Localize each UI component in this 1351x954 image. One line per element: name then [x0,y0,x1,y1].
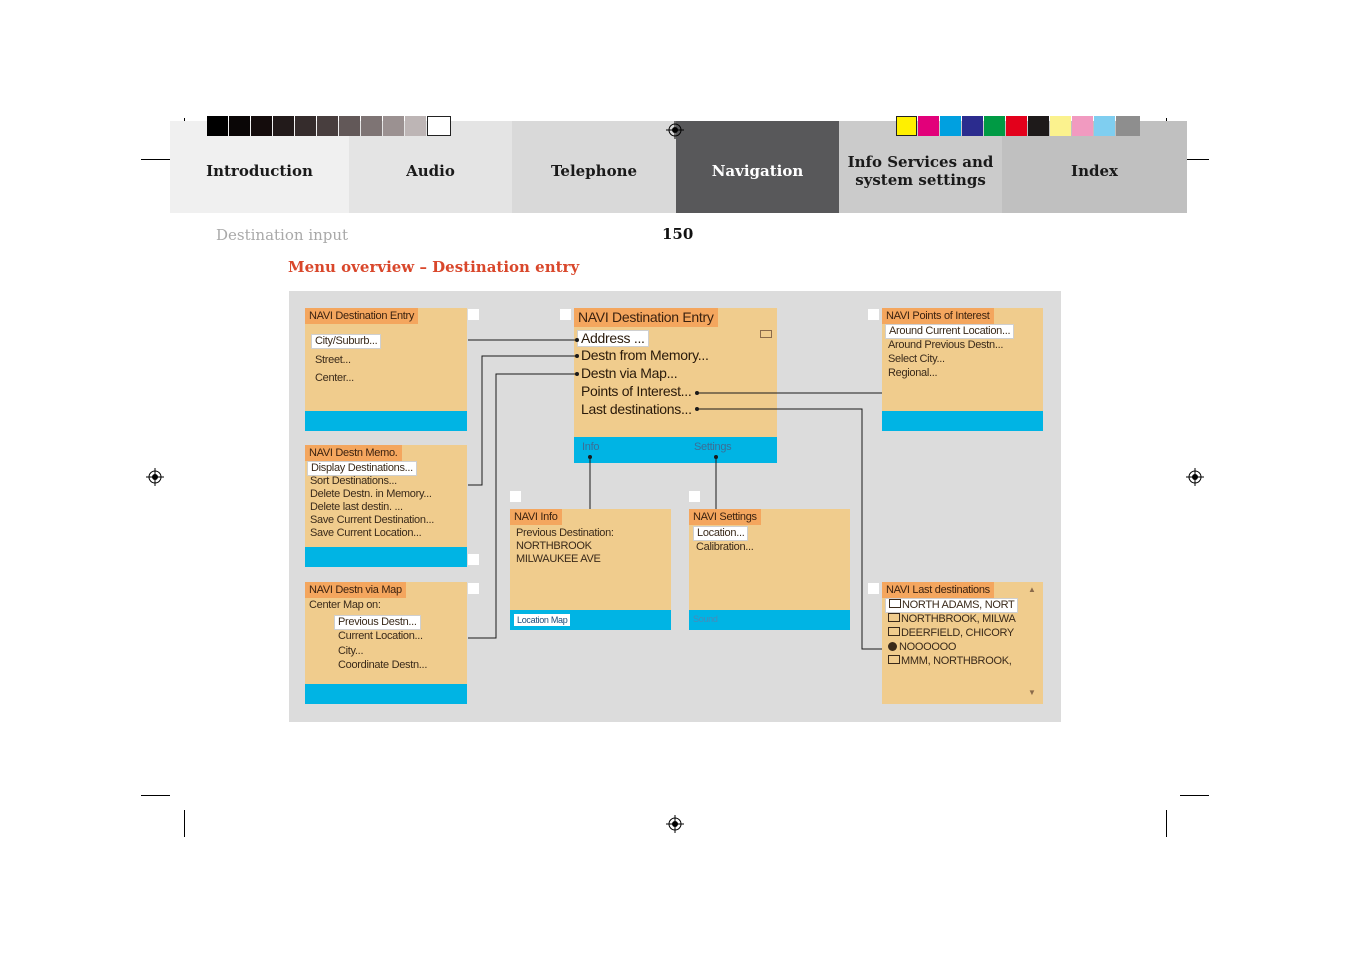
connector-dot [714,455,718,459]
menu-item[interactable]: Delete Destn. in Memory... [310,488,432,500]
running-header: Destination input [216,226,349,244]
menu-overview-diagram [289,291,1061,722]
color-swatch [918,116,939,136]
crop-mark [141,159,170,160]
gray-swatch [317,116,338,136]
menu-item[interactable]: Around Previous Destn... [888,339,1004,351]
gray-swatch [427,116,451,136]
color-swatch [1094,116,1115,136]
registration-mark-icon [666,121,684,139]
destination-label: NORTH ADAMS, NORT [902,599,1015,611]
menu-item[interactable]: City... [338,645,364,657]
screen-title: NAVI Destn Memo. [305,445,402,461]
menu-item[interactable]: Location... [693,526,748,541]
connector-last [697,409,882,649]
crop-mark [184,810,185,837]
color-swatch [896,116,917,136]
crop-mark [1180,795,1209,796]
location-map-button[interactable]: Location Map [514,614,570,626]
menu-item[interactable]: Sort Destinations... [310,475,397,487]
screen-title: NAVI Destination Entry [305,308,418,324]
menu-item[interactable]: Regional... [888,367,938,379]
color-swatch [1116,116,1140,136]
screen-title: NAVI Last destinations [882,582,994,598]
menu-item[interactable]: Points of Interest... [581,383,692,399]
tab-telephone[interactable] [512,121,676,213]
gray-swatch [229,116,250,136]
menu-item[interactable]: Previous Destn... [334,615,421,630]
destination-label: DEERFIELD, CHICORY [901,627,1014,639]
tab-label: Telephone [550,162,638,180]
menu-item[interactable]: Street... [315,354,351,366]
info-text: MILWAUKEE AVE [516,553,601,565]
screen-title: NAVI Destn via Map [305,582,406,598]
menu-item[interactable]: Current Location... [338,630,423,642]
connector-map [468,374,577,638]
bar-label-settings[interactable]: Settings [694,441,732,453]
section-title: Menu overview – Destination entry [288,258,580,276]
gray-swatch [361,116,382,136]
connector-dot [695,407,699,411]
color-swatch [1072,116,1093,136]
registration-mark-icon [146,468,164,486]
connector-memory [468,356,577,485]
tab-label-line2: system settings [855,171,986,189]
color-swatch [1050,116,1071,136]
info-text: NORTHBROOK [516,540,592,552]
screen-title: NAVI Info [510,509,562,525]
color-swatch [1028,116,1049,136]
color-swatch [984,116,1005,136]
menu-item[interactable]: Destn from Memory... [581,347,709,363]
tab-label [848,153,994,189]
registration-mark-icon [666,815,684,833]
page-number: 150 [662,225,694,243]
scroll-up-icon[interactable]: ▲ [1028,585,1036,594]
gray-swatch [339,116,360,136]
connector-dot [695,391,699,395]
destination-label: NORTHBROOK, MILWA [901,613,1016,625]
info-text: Previous Destination: [516,527,614,539]
menu-item[interactable]: Address ... [577,330,649,347]
tab-label-line1: Info Services and [847,153,994,171]
destination-label: MMM, NORTHBROOK, [901,655,1012,667]
menu-item[interactable]: Select City... [888,353,945,365]
screen-title: NAVI Settings [689,509,761,525]
gray-swatch [295,116,316,136]
connector-dot [575,338,579,342]
connector-dot [575,372,579,376]
connector-dot [575,354,579,358]
tab-label: Navigation [711,162,804,180]
gray-swatch [273,116,294,136]
menu-item[interactable]: Last destinations... [581,401,692,417]
screen-title: NAVI Destination Entry [574,308,718,327]
menu-item[interactable]: Delete last destin. ... [310,501,403,513]
crop-mark [141,795,170,796]
color-swatch [1006,116,1027,136]
color-swatch [940,116,961,136]
menu-item[interactable]: Display Destinations... [307,461,417,476]
tab-label: Audio [406,162,455,180]
color-swatch [962,116,983,136]
bar-label-info[interactable]: Info [582,441,600,453]
crop-mark [1166,810,1167,837]
bar-label-sound[interactable]: Sound [693,614,718,624]
gray-swatch [207,116,228,136]
menu-item[interactable]: Save Current Destination... [310,514,434,526]
tab-label: Introduction [206,162,313,180]
menu-item[interactable]: Center... [315,372,354,384]
tab-navigation[interactable] [676,121,839,213]
registration-mark-icon [1186,468,1204,486]
destination-label: NOOOOOO [899,641,957,653]
screen-title: NAVI Points of Interest [882,308,994,324]
gray-swatch [405,116,426,136]
menu-item[interactable]: Coordinate Destn... [338,659,428,671]
menu-item[interactable]: Calibration... [696,541,754,553]
tab-label: Index [1071,162,1118,180]
connector-lines [289,291,1061,722]
menu-item[interactable]: Save Current Location... [310,527,422,539]
map-heading: Center Map on: [309,599,381,611]
gray-swatch [251,116,272,136]
menu-item[interactable]: Destn via Map... [581,365,678,381]
scroll-down-icon[interactable]: ▼ [1028,688,1036,697]
connector-dot [588,455,592,459]
menu-item[interactable]: City/Suburb... [311,334,381,349]
menu-item[interactable]: Around Current Location... [885,324,1014,339]
gray-swatch [383,116,404,136]
